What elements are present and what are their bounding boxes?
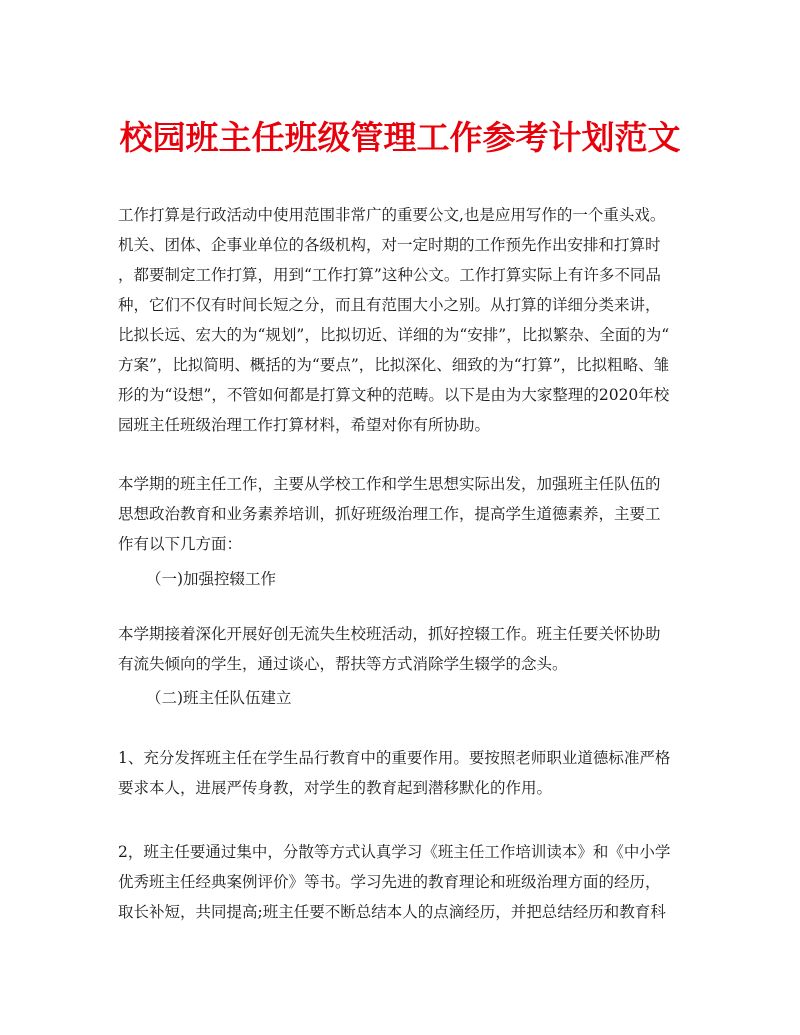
text-line: 工作打算是行政活动中使用范围非常广的重要公文,也是应用写作的一个重头戏。 [118,206,666,224]
section-heading-dropout-control: （一)加强控辍工作 [146,570,277,588]
text-line: ，都要制定工作打算，用到“工作打算”这种公文。工作打算实际上有许多不同品 [118,266,661,284]
text-line: 优秀班主任经典案例评价》等书。学习先进的教育理论和班级治理方面的经历， [118,873,661,891]
text-line: 2，班主任要通过集中，分散等方式认真学习《班主任工作培训读本》和《中小学 [118,843,671,861]
text-line: 比拟长远、宏大的为“规划”，比拟切近、详细的为“安排”，比拟繁杂、全面的为“ [118,326,670,344]
text-line: 本学期接着深化开展好创无流失生校班活动，抓好控辍工作。班主任要关怀协助 [118,625,661,643]
item-2-paragraph [118,837,682,927]
dropout-paragraph [118,619,682,679]
text-line: 要求本人，进展严传身教，对学生的教育起到潜移默化的作用。 [118,779,553,797]
text-line: 作有以下几方面： [118,535,243,553]
semester-paragraph [118,469,682,559]
text-line: 本学期的班主任工作，主要从学校工作和学生思想实际出发，加强班主任队伍的 [118,475,661,493]
text-line: 种，它们不仅有时间长短之分，而且有范围大小之别。从打算的详细分类来讲， [118,296,661,314]
section-heading-teacher-team: （二)班主任队伍建立 [146,689,292,707]
text-line: 形的为“设想”，不管如何都是打算文种的范畴。以下是由为大家整理的2020年校 [118,386,670,404]
text-line: 园班主任班级治理工作打算材料，希望对你有所协助。 [118,416,491,434]
text-line: 有流失倾向的学生，通过谈心，帮扶等方式消除学生辍学的念头。 [118,655,568,673]
text-line: 1、充分发挥班主任在学生品行教育中的重要作用。要按照老师职业道德标准严格 [118,749,671,767]
text-line: 机关、团体、企事业单位的各级机构，对一定时期的工作预先作出安排和打算时 [118,236,661,254]
text-line: 思想政治教育和业务素养培训，抓好班级治理工作，提高学生道德素养，主要工 [118,505,661,523]
text-line: 方案”，比拟简明、概括的为“要点”，比拟深化、细致的为“打算”，比拟粗略、雏 [118,356,670,374]
text-line: 取长补短，共同提高;班主任要不断总结本人的点滴经历，并把总结经历和教育科 [118,903,666,921]
intro-paragraph [118,200,682,440]
item-1-paragraph [118,743,682,803]
document-title: 校园班主任班级管理工作参考计划范文 [119,118,681,157]
